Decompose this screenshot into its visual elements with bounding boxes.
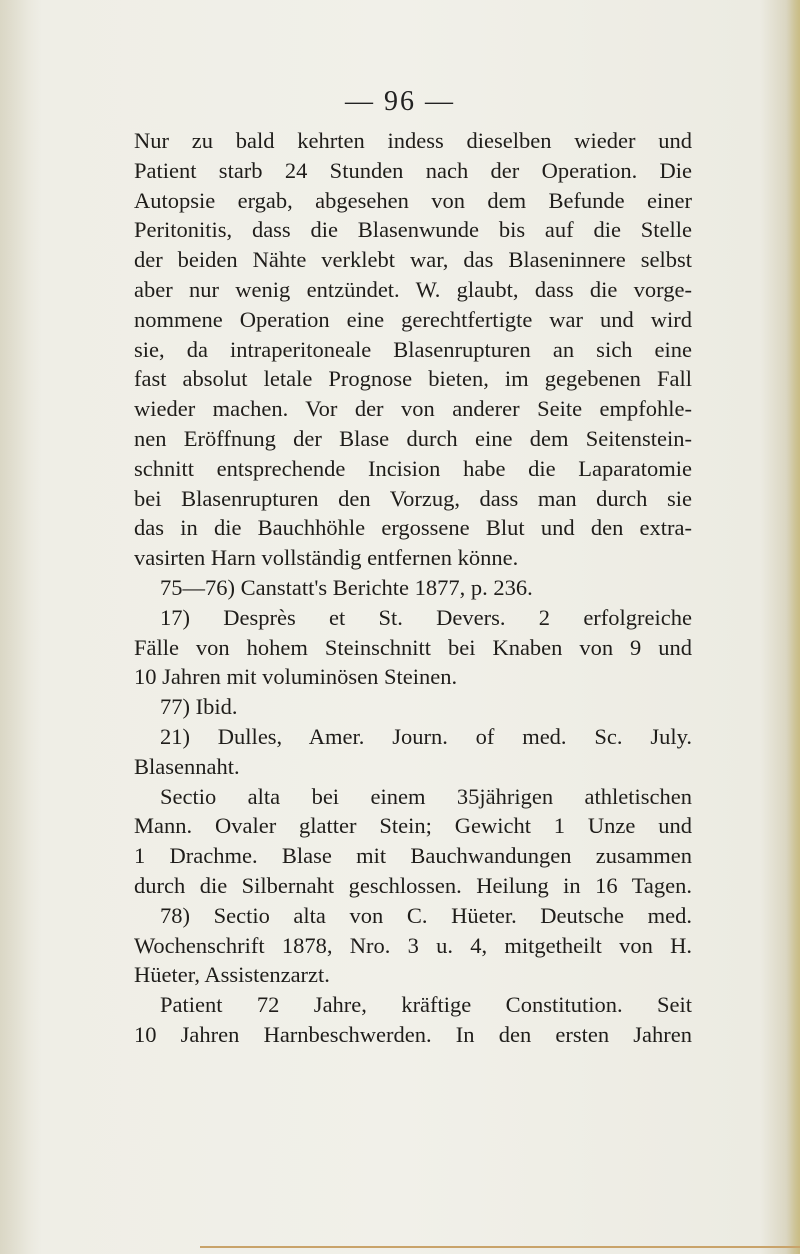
page-edge xyxy=(786,0,800,1254)
text-line: der beiden Nähte verklebt war, das Blaseninnere selbst xyxy=(134,247,692,273)
text-line: das in die Bauchhöhle ergossene Blut und den extra- xyxy=(134,515,692,541)
text-line: 77) Ibid. xyxy=(160,694,238,720)
text-line: 75—76) Canstatt's Berichte 1877, p. 236. xyxy=(160,574,533,600)
text-line: nen Eröffnung der Blase durch eine dem Seitenstein- xyxy=(134,425,692,451)
text-line: Hüeter, Assistenzarzt. xyxy=(134,962,330,988)
text-line: Mann. Ovaler glatter Stein; Gewicht 1 Unze und xyxy=(134,813,692,839)
text-line: Fälle von hohem Steinschnitt bei Knaben von 9 und xyxy=(134,634,692,660)
text-line: Blasennaht. xyxy=(134,753,240,779)
text-line: bei Blasenrupturen den Vorzug, dass man durch sie xyxy=(134,485,692,511)
text-line: 10 Jahren mit voluminösen Steinen. xyxy=(134,664,458,690)
text-line: Wochenschrift 1878, Nro. 3 u. 4, mitgetheilt von H. xyxy=(134,932,692,958)
text-line: nommene Operation eine gerechtfertigte war und wird xyxy=(134,306,692,332)
text-line: durch die Silbernaht geschlossen. Heilung in 16 Tagen. xyxy=(134,872,692,898)
page-stain xyxy=(0,0,42,1254)
text-line: Autopsie ergab, abgesehen von dem Befunde einer xyxy=(134,187,692,213)
text-line: Peritonitis, dass die Blasenwunde bis auf die Stelle xyxy=(134,217,692,243)
text-line: schnitt entsprechende Incision habe die Laparatomie xyxy=(134,455,692,481)
text-line: wieder machen. Vor der von anderer Seite empfohle- xyxy=(134,396,692,422)
text-line: Patient starb 24 Stunden nach der Operation. Die xyxy=(134,157,692,183)
body-text xyxy=(134,126,692,1050)
text-line: fast absolut letale Prognose bieten, im gegebenen Fall xyxy=(134,366,692,392)
page-number: — 96 — xyxy=(345,86,455,117)
text-line: 78) Sectio alta von C. Hüeter. Deutsche med. xyxy=(160,902,692,928)
text-line: 10 Jahren Harnbeschwerden. In den ersten Jahren xyxy=(134,1021,692,1047)
text-line: 17) Desprès et St. Devers. 2 erfolgreiche xyxy=(160,604,692,630)
text-line: 21) Dulles, Amer. Journ. of med. Sc. July. xyxy=(160,723,692,749)
text-line: sie, da intraperitoneale Blasenrupturen an sich eine xyxy=(134,336,692,362)
text-line: vasirten Harn vollständig entfernen könne. xyxy=(134,545,519,571)
text-line: Patient 72 Jahre, kräftige Constitution. Seit xyxy=(160,992,692,1018)
text-line: Nur zu bald kehrten indess dieselben wieder und xyxy=(134,128,692,153)
text-line: Sectio alta bei einem 35jährigen athletischen xyxy=(160,783,692,809)
text-line: aber nur wenig entzündet. W. glaubt, dass die vorge- xyxy=(134,276,692,302)
text-line: 1 Drachme. Blase mit Bauchwandungen zusammen xyxy=(134,843,692,869)
bottom-edge-line xyxy=(200,1246,800,1248)
